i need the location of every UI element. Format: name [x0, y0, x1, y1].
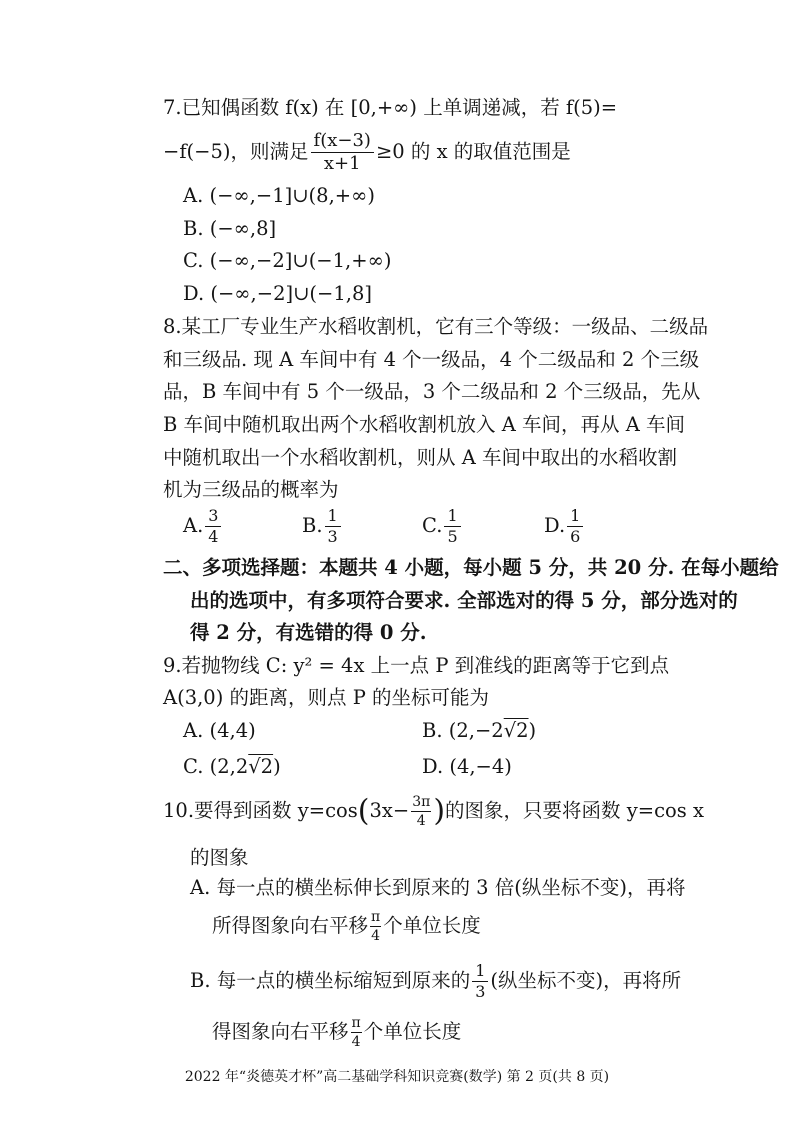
q10-option-b-line2-num: π — [351, 1015, 361, 1031]
q9-option-a: A. (4,4) — [183, 719, 256, 742]
q8-option-a-den: 4 — [208, 527, 219, 546]
section2-line2: 出的选项中，有多项符合要求. 全部选对的得 5 分，部分选对的 — [190, 589, 738, 612]
q8-option-c-frac — [444, 508, 460, 545]
q10-option-b-line1 — [190, 963, 681, 1000]
q9-option-b — [422, 721, 536, 741]
q9-option-c-post: ) — [273, 755, 281, 778]
section2-line1: 二、多项选择题：本题共 4 小题，每小题 5 分，共 20 分. 在每小题给 — [163, 556, 779, 579]
q9-line1: 9.若抛物线 C: y² = 4x 上一点 P 到准线的距离等于它到点 — [163, 654, 670, 677]
q10-pi-frac — [411, 795, 431, 828]
q8-line5: 中随机取出一个水稻收割机，则从 A 车间中取出的水稻收割 — [163, 446, 677, 469]
q8-option-b — [302, 508, 343, 545]
q7-option-a: A. (−∞,−1]∪(8,+∞) — [183, 184, 375, 207]
q10-option-b-frac — [472, 963, 488, 1000]
q10-option-b-line2 — [212, 1016, 461, 1049]
q8-option-b-num: 1 — [325, 508, 341, 527]
q8-option-c-num: 1 — [444, 508, 460, 527]
q10-option-b-line2-den: 4 — [351, 1034, 361, 1050]
q7-line2-pre: −f(−5)，则满足 — [163, 140, 309, 163]
q7-line2-post: ≥0 的 x 的取值范围是 — [375, 140, 571, 163]
q8-option-d-label: D. — [544, 514, 566, 537]
q8-option-c-den: 5 — [447, 527, 458, 546]
q7-line1: 7.已知偶函数 f(x) 在 [0,+∞) 上单调递减，若 f(5)= — [163, 96, 618, 119]
q8-line3: 品，B 车间中有 5 个一级品，3 个二级品和 2 个三级品，先从 — [163, 380, 701, 403]
section2-line3: 得 2 分，有选错的得 0 分. — [190, 621, 427, 644]
q7-option-b: B. (−∞,8] — [183, 217, 277, 240]
q8-option-a-frac — [205, 508, 221, 545]
q10-pre: 10.要得到函数 y=cos — [163, 799, 358, 822]
q8-option-a-label: A. — [183, 514, 204, 537]
q8-option-b-frac — [325, 508, 341, 545]
q8-option-b-den: 3 — [327, 527, 338, 546]
q10-option-a-line1: A. 每一点的横坐标伸长到原来的 3 倍(纵坐标不变)，再将 — [190, 876, 686, 899]
q9-option-b-post: ) — [528, 719, 537, 742]
q9-line2: A(3,0) 的距离，则点 P 的坐标可能为 — [163, 686, 490, 709]
q10-inner: 3x− — [369, 799, 410, 822]
q8-option-c — [422, 508, 463, 545]
q10-option-b-pre: B. 每一点的横坐标缩短到原来的 — [190, 969, 471, 992]
q9-option-c — [183, 757, 281, 777]
q7-option-d: D. (−∞,−2]∪(−1,8] — [183, 282, 372, 305]
q8-line2: 和三级品. 现 A 车间中有 4 个一级品，4 个二级品和 2 个三级 — [163, 348, 700, 371]
q10-option-a-frac — [370, 910, 381, 943]
q7-option-c: C. (−∞,−2]∪(−1,+∞) — [183, 249, 392, 272]
q10-option-a-post: 个单位长度 — [383, 914, 481, 937]
q7-fraction — [311, 132, 374, 173]
q10-line2: 的图象 — [190, 846, 249, 869]
q10-post: 的图象，只要将函数 y=cos x — [445, 799, 704, 822]
q9-option-c-pre: C. (2,2 — [183, 755, 249, 778]
q10-pi-num: 3π — [412, 794, 431, 810]
q8-line6: 机为三级品的概率为 — [163, 478, 339, 501]
q10-option-b-post: (纵坐标不变)，再将所 — [490, 969, 682, 992]
q9-option-c-radical: √2 — [248, 755, 274, 778]
q10-option-a-line2 — [212, 910, 481, 943]
q8-option-d-den: 6 — [570, 527, 581, 546]
q10-option-a-den: 4 — [371, 928, 381, 944]
q10-option-a-num: π — [371, 909, 381, 925]
q8-option-a-num: 3 — [205, 508, 221, 527]
q8-option-d-frac — [567, 508, 583, 545]
page-footer: 2022 年“炎德英才杯”高二基础学科知识竞赛(数学) 第 2 页(共 8 页) — [184, 1069, 610, 1085]
q10-left-paren: ( — [357, 793, 370, 829]
q10-right-paren: ) — [433, 793, 446, 829]
q10-option-b-den: 3 — [475, 982, 486, 1001]
q10-option-b-line2-frac — [351, 1016, 362, 1049]
q8-option-d-num: 1 — [567, 508, 583, 527]
q9-option-b-radical: √2 — [503, 719, 529, 742]
q10-option-a-pre: 所得图象向右平移 — [212, 914, 369, 937]
q9-option-d: D. (4,−4) — [422, 755, 512, 778]
q10-line1 — [163, 795, 704, 828]
q9-option-b-pre: B. (2,−2 — [422, 719, 504, 742]
q8-option-c-label: C. — [422, 514, 443, 537]
q8-line4: B 车间中随机取出两个水稻收割机放入 A 车间，再从 A 车间 — [163, 413, 685, 436]
q7-line2 — [163, 132, 571, 173]
q10-option-b-num: 1 — [472, 963, 488, 982]
q10-option-b-line2-post: 个单位长度 — [363, 1020, 462, 1043]
q10-pi-den: 4 — [416, 813, 426, 829]
q7-frac-num: f(x−3) — [311, 132, 374, 153]
q8-option-a — [183, 508, 223, 545]
q8-option-b-label: B. — [302, 514, 323, 537]
q8-line1: 8.某工厂专业生产水稻收割机，它有三个等级：一级品、二级品 — [163, 315, 709, 338]
q10-option-b-line2-pre: 得图象向右平移 — [212, 1020, 349, 1043]
q8-option-d — [544, 508, 585, 545]
q7-frac-den: x+1 — [323, 153, 361, 174]
